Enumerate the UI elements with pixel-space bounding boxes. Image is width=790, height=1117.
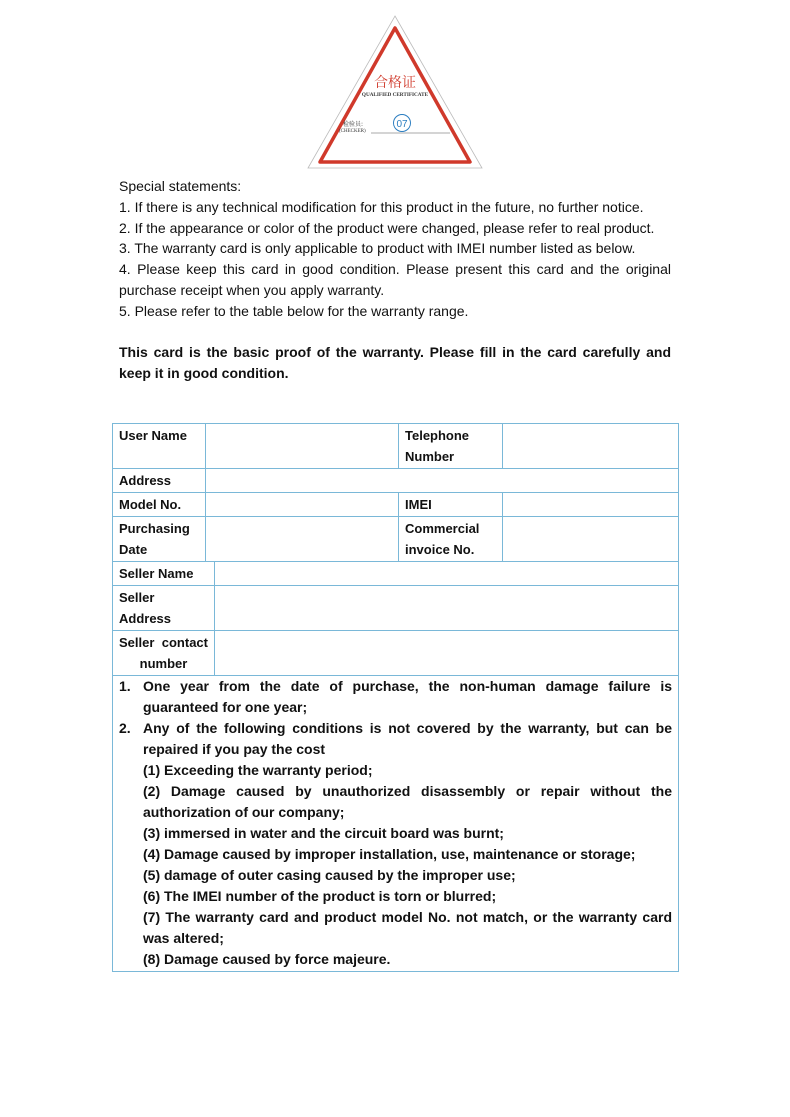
exclusion-item: (1) Exceeding the warranty period; bbox=[143, 762, 373, 778]
term-number: 1. bbox=[119, 678, 131, 694]
exclusion-item: (8) Damage caused by force majeure. bbox=[143, 951, 391, 967]
address-label: Address bbox=[113, 469, 206, 493]
certificate-title-cn: 合格证 bbox=[374, 75, 416, 91]
table-row bbox=[113, 469, 679, 493]
exclusion-item: (3) immersed in water and the circuit board was burnt; bbox=[143, 825, 504, 841]
model-no-field[interactable] bbox=[206, 493, 399, 517]
table-row bbox=[113, 631, 679, 676]
warranty-card-table bbox=[112, 423, 679, 972]
warranty-terms bbox=[113, 676, 679, 972]
table-row bbox=[113, 562, 679, 586]
seller-contact-field[interactable] bbox=[215, 631, 679, 676]
exclusion-item: (7) The warranty card and product model No. not match, or the warranty card was altered; bbox=[143, 909, 672, 946]
user-name-label: User Name bbox=[113, 424, 206, 469]
seller-contact-label-line-2: number bbox=[139, 656, 188, 671]
checker-label-cn: 检验员: bbox=[343, 121, 364, 128]
term-number: 2. bbox=[119, 720, 131, 736]
seller-name-label: Seller Name bbox=[113, 562, 215, 586]
exclusion-item: (4) Damage caused by improper installation, use, maintenance or storage; bbox=[143, 846, 636, 862]
seller-address-field[interactable] bbox=[215, 586, 679, 631]
checker-label-en: (CHECKER) bbox=[339, 129, 366, 134]
term-item-2 bbox=[119, 718, 672, 760]
telephone-label: Telephone Number bbox=[399, 424, 503, 469]
telephone-field[interactable] bbox=[503, 424, 679, 469]
imei-label: IMEI bbox=[399, 493, 503, 517]
statements-heading: Special statements: bbox=[119, 178, 242, 194]
statement-item-5: 5. Please refer to the table below for the warranty range. bbox=[119, 302, 469, 319]
statement-item-1: 1. If there is any technical modification for this product in the future, no further notice. bbox=[119, 198, 644, 215]
seller-name-field[interactable] bbox=[215, 562, 679, 586]
term-item-1 bbox=[119, 676, 672, 718]
term-text: One year from the date of purchase, the non-human damage failure is guaranteed for one year; bbox=[143, 678, 672, 715]
certificate-title-en: QUALIFIED CERTIFICATE bbox=[361, 92, 429, 98]
seller-contact-label-line-1: Seller contact bbox=[119, 635, 208, 650]
qualified-certificate-label bbox=[306, 14, 484, 170]
purchasing-date-label: Purchasing Date bbox=[113, 517, 206, 562]
table-row bbox=[113, 493, 679, 517]
exclusion-item: (6) The IMEI number of the product is torn or blurred; bbox=[143, 888, 497, 904]
commercial-invoice-label: Commercial invoice No. bbox=[399, 517, 503, 562]
seller-address-label: Seller Address bbox=[113, 586, 215, 631]
model-no-label: Model No. bbox=[113, 493, 206, 517]
warranty-proof-note: This card is the basic proof of the warranty. Please fill in the card carefully and keep it in good condition. bbox=[119, 344, 671, 382]
checker-number: 07 bbox=[396, 119, 408, 130]
imei-field[interactable] bbox=[503, 493, 679, 517]
statements-section bbox=[119, 176, 671, 384]
table-row bbox=[113, 586, 679, 631]
seller-contact-label bbox=[113, 631, 215, 676]
table-row bbox=[113, 676, 679, 972]
exclusion-item: (2) Damage caused by unauthorized disassembly or repair without the authorization of our company; bbox=[143, 783, 672, 820]
statement-item-2: 2. If the appearance or color of the product were changed, please refer to real product. bbox=[119, 219, 655, 236]
purchasing-date-field[interactable] bbox=[206, 517, 399, 562]
user-name-field[interactable] bbox=[206, 424, 399, 469]
table-row bbox=[113, 517, 679, 562]
address-field[interactable] bbox=[206, 469, 679, 493]
term-text: Any of the following conditions is not covered by the warranty, but can be repaired if you pay the cost bbox=[143, 720, 672, 757]
exclusion-item: (5) damage of outer casing caused by the improper use; bbox=[143, 867, 516, 883]
statement-item-4: 4. Please keep this card in good condition. Please present this card and the original purchase receipt when you apply warranty. bbox=[119, 261, 671, 298]
table-row bbox=[113, 424, 679, 469]
statement-item-3: 3. The warranty card is only applicable to product with IMEI number listed as below. bbox=[119, 240, 636, 257]
commercial-invoice-field[interactable] bbox=[503, 517, 679, 562]
